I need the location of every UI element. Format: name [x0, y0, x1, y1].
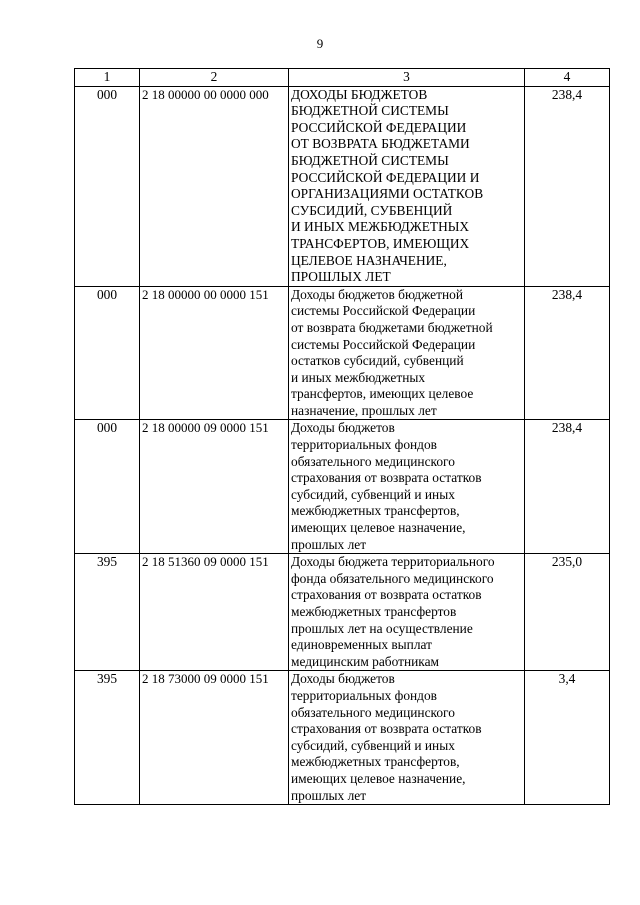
admin-code-cell: 395 — [75, 671, 140, 805]
revenue-name-line: прошлых лет — [291, 787, 367, 803]
admin-code-cell: 395 — [75, 554, 140, 671]
revenue-name-line: фонда обязательного медицинского — [291, 570, 494, 586]
revenue-name-line: страхования от возврата остатков — [291, 721, 482, 737]
amount-cell: 238,4 — [525, 420, 610, 554]
revenue-name-line: субсидий, субвенций и иных — [291, 737, 455, 753]
column-header-2: 2 — [140, 69, 289, 87]
revenue-name-line: межбюджетных трансфертов, — [291, 754, 460, 770]
budget-classification-code-cell: 2 18 51360 09 0000 151 — [140, 554, 289, 671]
revenue-name-line: Доходы бюджетов — [291, 420, 395, 436]
revenue-name-line: страхования от возврата остатков — [291, 470, 482, 486]
budget-classification-code-cell: 2 18 73000 09 0000 151 — [140, 671, 289, 805]
revenue-name-line: территориальных фондов — [291, 687, 438, 703]
revenue-name-line: БЮДЖЕТНОЙ СИСТЕМЫ — [291, 152, 449, 168]
table-row — [75, 671, 610, 805]
revenue-name-line: прошлых лет — [291, 536, 367, 552]
revenue-name-line: системы Российской Федерации — [291, 336, 476, 352]
table-row — [75, 86, 610, 286]
revenue-name-line: ЦЕЛЕВОЕ НАЗНАЧЕНИЕ, — [291, 252, 447, 268]
revenue-name-line: Доходы бюджетов — [291, 671, 395, 687]
revenue-name-cell — [289, 286, 525, 420]
admin-code-cell: 000 — [75, 420, 140, 554]
admin-code-cell: 000 — [75, 286, 140, 420]
revenue-name-line: Доходы бюджета территориального — [291, 554, 495, 570]
revenue-name-line: ОРГАНИЗАЦИЯМИ ОСТАТКОВ — [291, 186, 484, 202]
budget-classification-code-cell: 2 18 00000 00 0000 151 — [140, 286, 289, 420]
revenue-name-line: имеющих целевое назначение, — [291, 520, 466, 536]
column-header-3: 3 — [289, 69, 525, 87]
revenue-name-line: и иных межбюджетных — [291, 369, 426, 385]
revenue-name-cell — [289, 420, 525, 554]
amount-cell: 238,4 — [525, 286, 610, 420]
revenue-name-line: СУБСИДИЙ, СУБВЕНЦИЙ — [291, 202, 453, 218]
revenue-name-cell — [289, 671, 525, 805]
revenue-name-line: назначение, прошлых лет — [291, 402, 437, 418]
amount-cell: 238,4 — [525, 86, 610, 286]
revenue-name-line: территориальных фондов — [291, 437, 438, 453]
revenue-name-line: обязательного медицинского — [291, 453, 455, 469]
revenue-name-line: прошлых лет на осуществление — [291, 620, 473, 636]
revenue-name-line: страхования от возврата остатков — [291, 587, 482, 603]
revenue-name-line: ДОХОДЫ БЮДЖЕТОВ — [291, 86, 428, 102]
page-number: 9 — [316, 36, 324, 51]
revenue-name-line: обязательного медицинского — [291, 704, 455, 720]
revenue-name-line: ОТ ВОЗВРАТА БЮДЖЕТАМИ — [291, 136, 470, 152]
revenue-name-line: субсидий, субвенций и иных — [291, 486, 455, 502]
revenue-name-line: ПРОШЛЫХ ЛЕТ — [291, 269, 391, 285]
revenue-name-line: Доходы бюджетов бюджетной — [291, 286, 464, 302]
revenue-name-line: трансфертов, имеющих целевое — [291, 386, 474, 402]
revenue-name-line: остатков субсидий, субвенций — [291, 353, 464, 369]
revenue-name-line: межбюджетных трансфертов — [291, 604, 457, 619]
revenue-name-line: ТРАНСФЕРТОВ, ИМЕЮЩИХ — [291, 235, 470, 251]
column-header-4: 4 — [525, 69, 610, 87]
budget-classification-code-cell: 2 18 00000 09 0000 151 — [140, 420, 289, 554]
table-row — [75, 286, 610, 420]
revenue-name-line: межбюджетных трансфертов, — [291, 503, 460, 519]
revenue-name-line: И ИНЫХ МЕЖБЮДЖЕТНЫХ — [291, 219, 470, 235]
table-row — [75, 420, 610, 554]
revenue-name-line: БЮДЖЕТНОЙ СИСТЕМЫ — [291, 103, 449, 119]
admin-code-cell: 000 — [75, 86, 140, 286]
revenue-name-line: РОССИЙСКОЙ ФЕДЕРАЦИИ — [291, 119, 467, 135]
revenue-name-line: медицинским работникам — [291, 653, 440, 669]
revenue-name-line: системы Российской Федерации — [291, 303, 476, 319]
table-body — [75, 86, 610, 805]
revenue-name-cell — [289, 86, 525, 286]
revenue-name-line: РОССИЙСКОЙ ФЕДЕРАЦИИ И — [291, 169, 480, 185]
revenue-name-line: единовременных выплат — [291, 637, 432, 653]
column-header-1: 1 — [75, 69, 140, 87]
revenue-name-line: от возврата бюджетами бюджетной — [291, 319, 493, 335]
revenue-name-cell — [289, 554, 525, 671]
amount-cell: 235,0 — [525, 554, 610, 671]
revenue-name-line: имеющих целевое назначение, — [291, 770, 466, 786]
budget-classification-code-cell: 2 18 00000 00 0000 000 — [140, 86, 289, 286]
table-row — [75, 554, 610, 671]
header-row — [75, 69, 610, 87]
budget-revenue-table — [74, 68, 610, 805]
amount-cell: 3,4 — [525, 671, 610, 805]
